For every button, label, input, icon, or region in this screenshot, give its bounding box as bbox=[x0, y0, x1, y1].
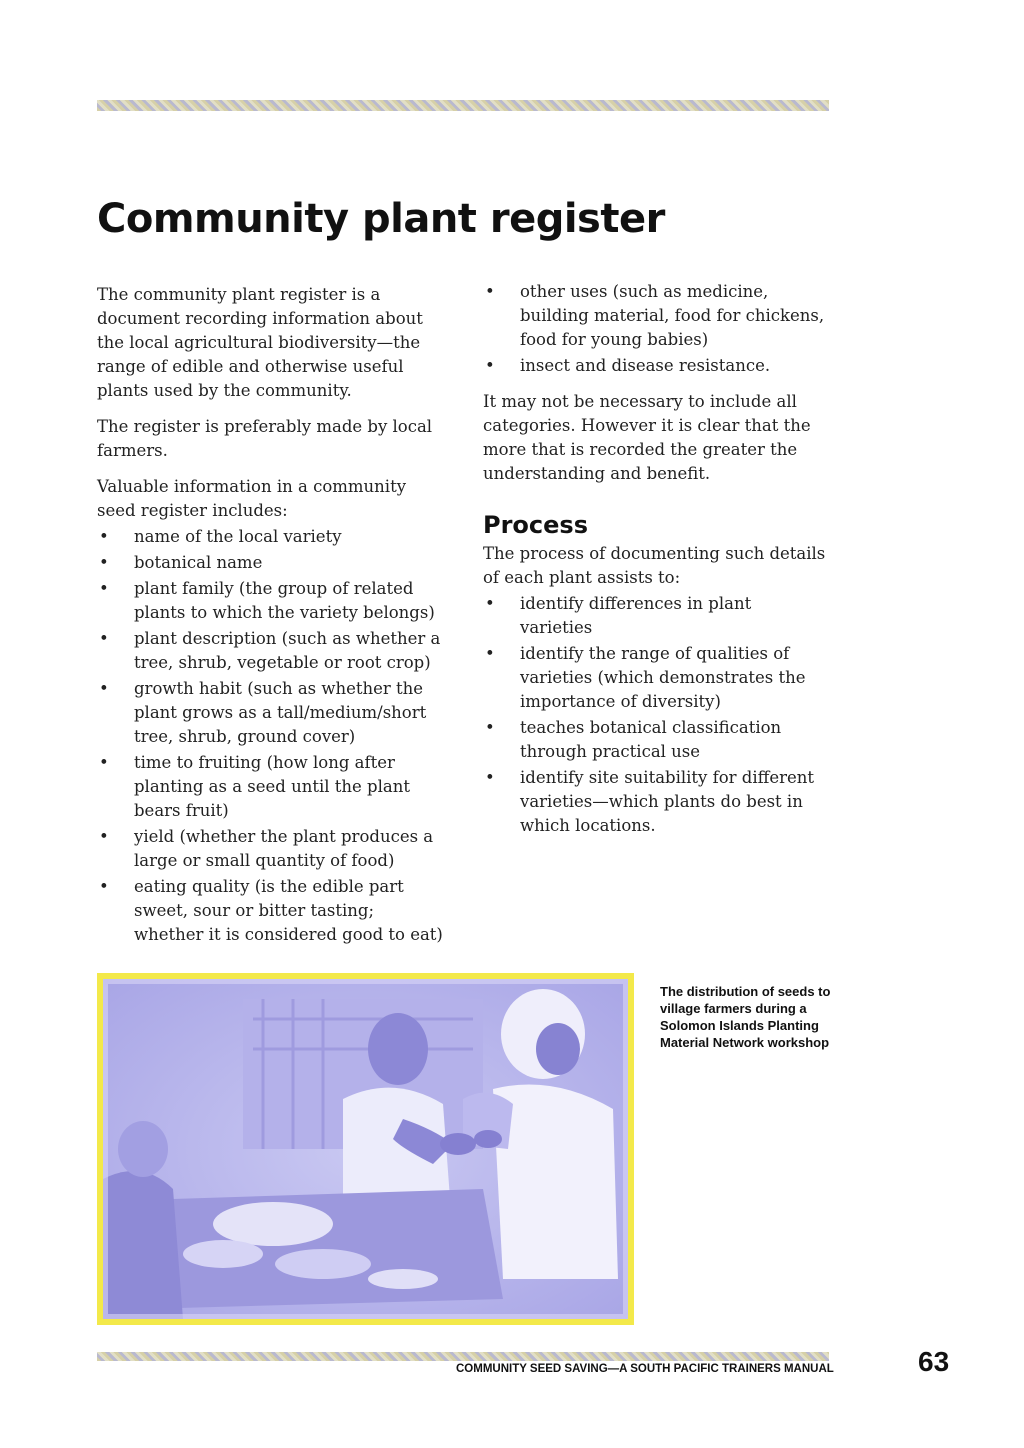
workshop-photo-illustration bbox=[103, 979, 628, 1319]
page-title: Community plant register bbox=[97, 196, 665, 242]
list-item: • name of the local variety bbox=[99, 527, 342, 546]
register-info-list bbox=[97, 525, 447, 947]
list-item: • insect and disease resistance. bbox=[485, 356, 771, 375]
list-item: • plant description (such as whether a tree, shrub, vegetable or root crop) bbox=[99, 629, 441, 672]
photo-caption: The distribution of seeds to village farmers during a Solomon Islands Planting Material Network workshop bbox=[660, 984, 831, 1050]
intro-paragraph: The community plant register is a document recording information about the local agricultural biodiversity—the range of edible and otherwise useful plants used by the community. bbox=[97, 285, 423, 400]
list-item: • eating quality (is the edible part sweet, sour or bitter tasting; whether it is considered good to eat) bbox=[99, 877, 443, 944]
list-item: • growth habit (such as whether the plant grows as a tall/medium/short tree, shrub, ground cover) bbox=[99, 679, 427, 746]
page-number: 63 bbox=[918, 1346, 950, 1377]
process-heading: Process bbox=[483, 511, 588, 539]
list-item: • teaches botanical classification through practical use bbox=[485, 718, 782, 761]
workshop-photo bbox=[97, 973, 634, 1325]
register-info-list-continued bbox=[483, 280, 828, 378]
footer-title: COMMUNITY SEED SAVING—A SOUTH PACIFIC TRAINERS MANUAL bbox=[456, 1363, 834, 1375]
list-item: • identify the range of qualities of varieties (which demonstrates the importance of diversity) bbox=[485, 644, 806, 711]
process-intro: The process of documenting such details of each plant assists to: bbox=[483, 544, 826, 587]
list-item: • botanical name bbox=[99, 553, 263, 572]
register-maker-paragraph: The register is preferably made by local farmers. bbox=[97, 417, 433, 460]
categories-paragraph: It may not be necessary to include all categories. However it is clear that the more that is recorded the greater the understanding and benefit. bbox=[483, 392, 811, 483]
top-decorative-band bbox=[97, 100, 829, 111]
left-column bbox=[97, 283, 447, 959]
list-item: • identify differences in plant varieties bbox=[485, 594, 752, 637]
process-list bbox=[483, 592, 828, 838]
right-column bbox=[483, 280, 828, 850]
list-item: • other uses (such as medicine, building material, food for chickens, food for young babies) bbox=[485, 282, 825, 349]
list-item: • time to fruiting (how long after planting as a seed until the plant bears fruit) bbox=[99, 753, 410, 820]
bottom-decorative-band bbox=[97, 1352, 829, 1361]
valuable-info-paragraph: Valuable information in a community seed register includes: bbox=[97, 477, 407, 520]
list-item: • yield (whether the plant produces a large or small quantity of food) bbox=[99, 827, 434, 870]
list-item: • identify site suitability for different varieties—which plants do best in which locations. bbox=[485, 768, 815, 835]
list-item: • plant family (the group of related plants to which the variety belongs) bbox=[99, 579, 435, 622]
